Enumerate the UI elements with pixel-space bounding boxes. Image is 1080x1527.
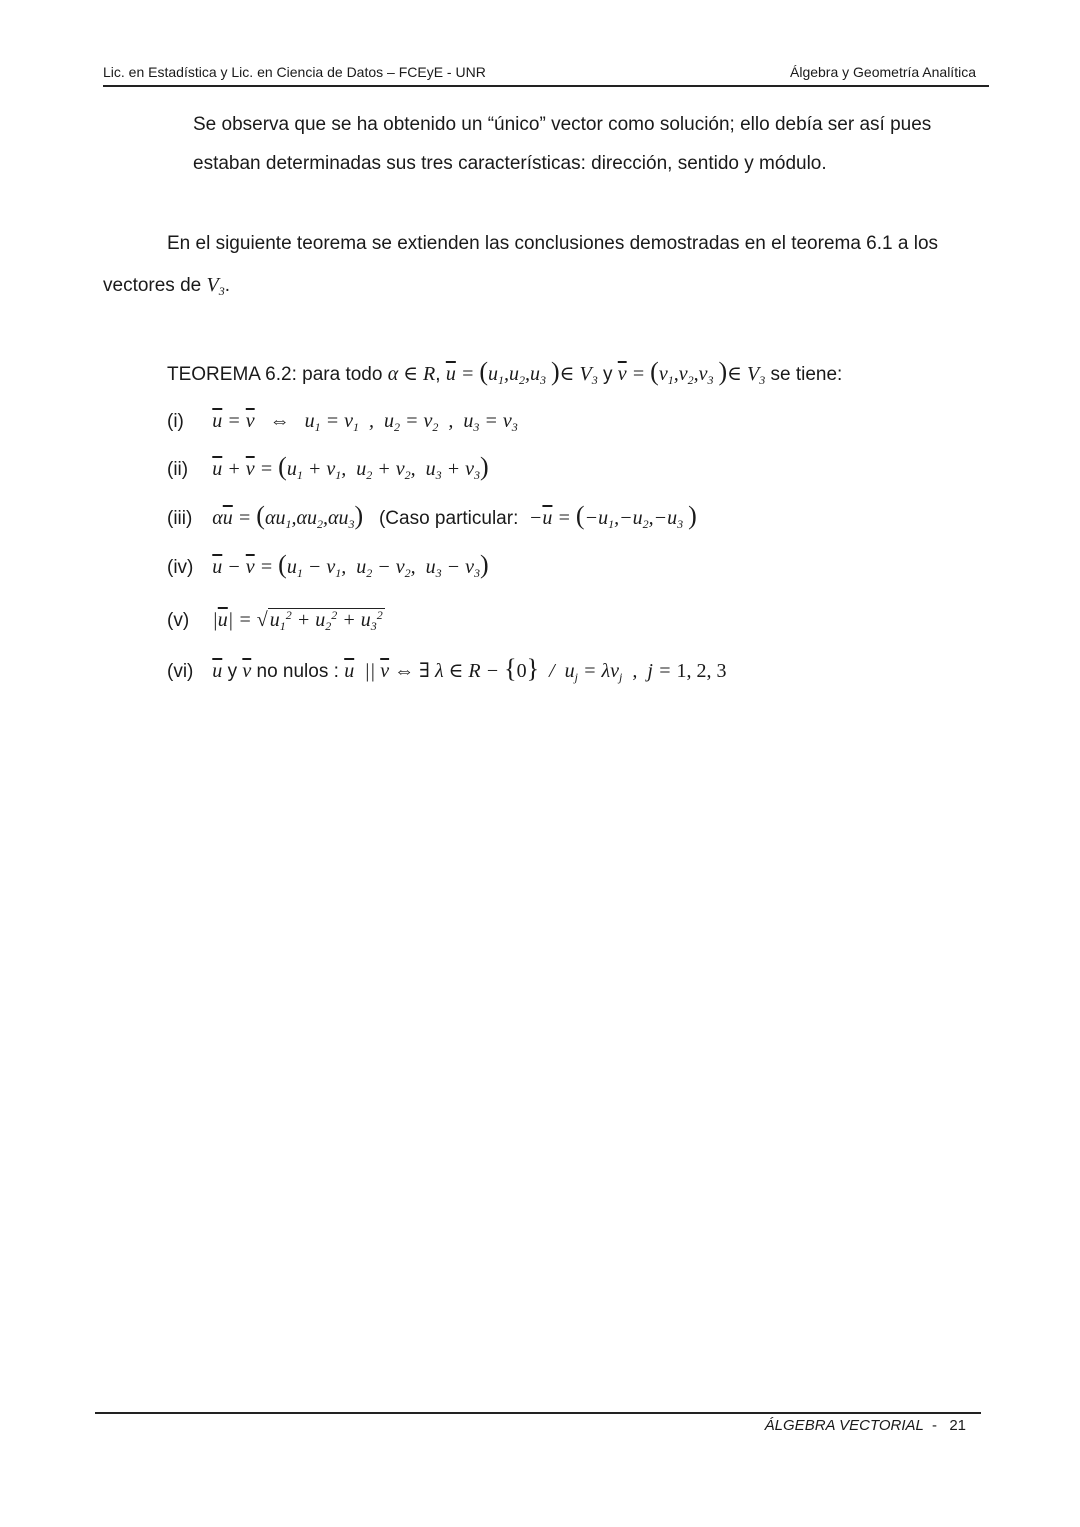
item-iv-formula: $\overline{u} - \overline{v} = (u_1 - v_1$, $u_2 - v_2$, $u_3 - v_3$) xyxy=(212,550,489,580)
item-i-label: (i) xyxy=(167,411,184,432)
item-vi-y: y xyxy=(227,661,238,682)
item-iii-particular-formula: $-\overline{u} = (-u_1,-u_2,-u_3$ ) xyxy=(528,501,697,531)
item-v xyxy=(167,609,385,632)
footer-separator: - xyxy=(931,1417,937,1434)
item-v-formula: $|\overline{u}|$ = √ $u_1^2 + u_2^2 + u_3^2$ xyxy=(212,608,383,633)
footer-rule xyxy=(95,1412,981,1414)
item-i xyxy=(167,410,518,433)
item-iii xyxy=(167,501,697,531)
item-vi xyxy=(167,654,727,684)
item-i-formula: $\overline{u} = \overline{v}$ ⇔ $u_1 = v_1$ , $u_2 = v_2$ , $u_3 = v_3$ xyxy=(212,410,518,434)
theorem-statement: TEOREMA 6.2: para todo α ∈ R, $\overline{u} = (u_1,u_2,u_3$ )∈ $V_3$ y $\overline{v} = (v_1,v_2,v_3$ )∈ $V_3$ se tiene: xyxy=(167,357,843,387)
item-vi-no-nulos: no nulos : xyxy=(256,661,339,682)
item-vi-v: $\overline{v}$ xyxy=(242,660,252,682)
item-iv-label: (iv) xyxy=(167,557,194,578)
paragraph-1-line-2: estaban determinadas sus tres características: dirección, sentido y módulo. xyxy=(193,153,827,174)
item-vi-label: (vi) xyxy=(167,661,194,682)
item-v-label: (v) xyxy=(167,610,190,631)
v3-symbol: $V_3$ xyxy=(206,274,225,298)
item-iv xyxy=(167,550,489,580)
paragraph-2-line-2: vectores de $V_3$. xyxy=(103,274,231,298)
page-footer xyxy=(765,1417,966,1434)
item-iii-label: (iii) xyxy=(167,508,193,529)
theorem-se-tiene: se tiene: xyxy=(770,364,843,385)
theorem-y: y xyxy=(602,364,613,385)
page-header-right: Álgebra y Geometría Analítica xyxy=(790,64,976,80)
item-ii-label: (ii) xyxy=(167,459,189,480)
page-number: 21 xyxy=(949,1417,966,1434)
item-iii-note: (Caso particular: xyxy=(378,508,519,529)
page-header-left: Lic. en Estadística y Lic. en Ciencia de Datos – FCEyE - UNR xyxy=(103,64,486,80)
item-iii-formula: $\alpha\overline{u} = (\alpha u_1,\alpha u_2,\alpha u_3)$ xyxy=(212,501,364,531)
paragraph-1-line-1: Se observa que se ha obtenido un “único” vector como solución; ello debía ser así pues xyxy=(193,114,932,135)
theorem-formula-u: $\overline{u} = (u_1,u_2,u_3$ )∈ $V_3$ xyxy=(445,357,598,387)
item-ii-formula: $\overline{u} + \overline{v} = (u_1 + v_1$, $u_2 + v_2$, $u_3 + v_3$) xyxy=(212,452,489,482)
vectores-de-text: vectores de xyxy=(103,275,202,296)
paragraph-2-line-1: En el siguiente teorema se extienden las conclusiones demostradas en el teorema 6.1 a los xyxy=(167,233,939,254)
item-vi-u: $\overline{u}$ xyxy=(212,660,223,682)
theorem-formula-v: $\overline{v} = (v_1,v_2,v_3$ )∈ $V_3$ xyxy=(617,357,766,387)
theorem-label: TEOREMA 6.2: para todo xyxy=(167,364,383,385)
header-rule xyxy=(103,85,989,87)
item-vi-formula: $\overline{u}$ || $\overline{v}$ ⇔ ∃ λ ∈ $R - \{0\} / u_j = \lambda v_j$ , j = 1, 2, 3 xyxy=(344,654,727,684)
footer-section: ÁLGEBRA VECTORIAL xyxy=(764,1417,924,1434)
item-ii xyxy=(167,452,489,482)
theorem-formula-alpha: α ∈ R xyxy=(387,363,436,385)
